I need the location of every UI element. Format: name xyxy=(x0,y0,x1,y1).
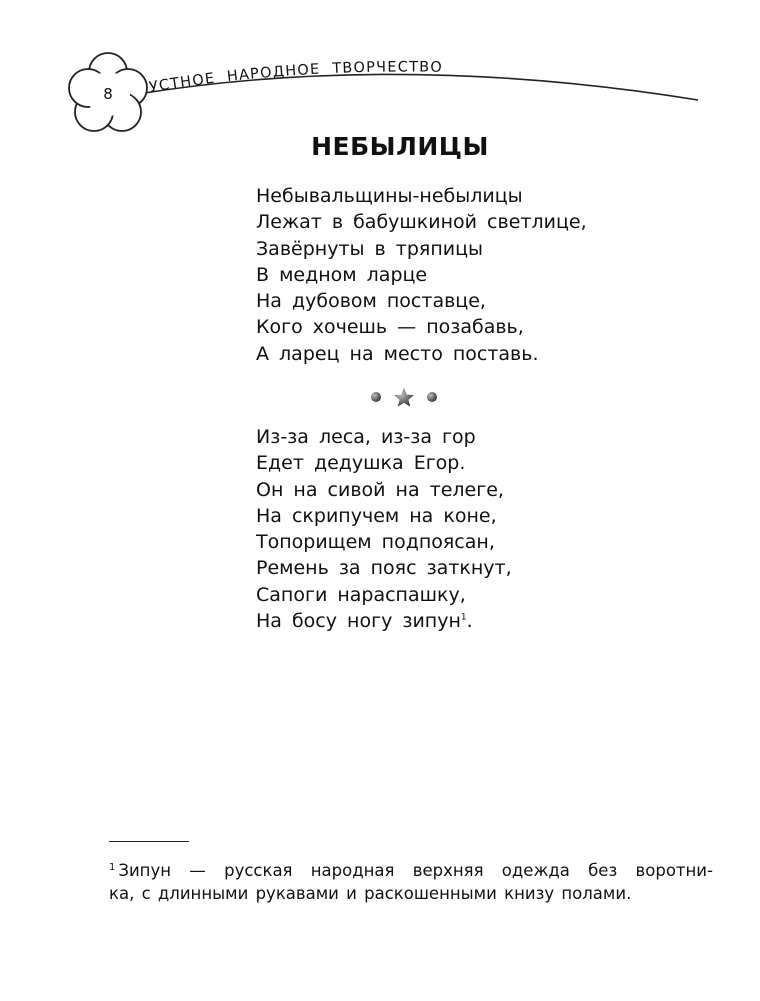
poem-1 xyxy=(256,183,587,367)
poem-line: Лежат в бабушкиной светлице, xyxy=(256,211,587,234)
poem-line-text: На босу ногу зипун xyxy=(256,610,461,633)
running-title: УСТНОЕ НАРОДНОЕ ТВОРЧЕСТВО xyxy=(148,59,444,96)
footnote-reference[interactable]: 1 xyxy=(460,612,467,623)
poem-line: В медном ларце xyxy=(256,263,428,286)
footnote-separator xyxy=(109,841,189,842)
header-decoration xyxy=(0,0,760,140)
page-title: НЕБЫЛИЦЫ xyxy=(311,132,489,161)
footnote-line-1 xyxy=(109,859,713,882)
footnote-text-1: Зипун — русская народная верхняя одежда без воротни- xyxy=(118,861,713,880)
dot-icon xyxy=(427,392,437,402)
footnote-text-2: ка, с длинными рукавами и раскошенными книзу полами. xyxy=(109,884,632,903)
footnote-number: 1 xyxy=(109,861,116,873)
poem-line: Сапоги нараспашку, xyxy=(256,583,466,606)
star-icon xyxy=(394,388,414,407)
poem-line: Ремень за пояс заткнут, xyxy=(256,557,512,580)
poem-line: Он на сивой на телеге, xyxy=(256,478,504,501)
poem-line: Кого хочешь — позабавь, xyxy=(256,316,524,339)
poem-line: Едет дедушка Егор. xyxy=(256,452,466,475)
poem-2 xyxy=(256,424,512,634)
poem-line: Небывальщины-небылицы xyxy=(256,185,523,207)
poem-line: Завёрнуты в тряпицы xyxy=(256,237,484,260)
poem-line: Из-за леса, из-за гор xyxy=(256,426,476,448)
poem-line: А ларец на место поставь. xyxy=(256,342,539,365)
footnote xyxy=(109,859,713,905)
poem-line: На дубовом поставце, xyxy=(256,290,486,313)
poem-line: На босу ногу зипун$^1$. xyxy=(256,610,473,633)
section-divider xyxy=(368,387,440,409)
poem-line: На скрипучем на коне, xyxy=(256,504,497,527)
poem-line: Топорищем подпоясан, xyxy=(256,531,495,554)
page-number: 8 xyxy=(103,85,113,103)
dot-icon xyxy=(371,392,381,402)
